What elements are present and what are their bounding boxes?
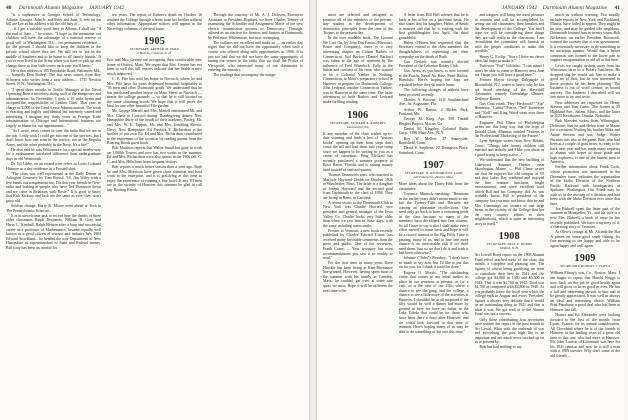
- text-column: [550, 13, 620, 419]
- paragraph: He also said he was Whittemore for a special nearby-way for a midsummer unrelated difference than undergraduate days in old Wentworth.: [6, 147, 101, 161]
- paragraph: Gus Ayres, as you know, is now located at the Pacific Naval Air Base, Pearl Harbor, Honolulu. Here's hoping the Japs are repulsed before they do much harm.: [398, 69, 469, 87]
- paragraph: ten years. The report of Kittner's death on October 16 reached the College through a letter from his brother without other information. Appropriate notices will appear in the Necrology columns of the next issue.: [107, 13, 202, 31]
- paragraph: It is in unwelcome task to record here the deaths of three older classmates Ralph Benjamin, William H. Gray and Harry L. Kimball. Ralph Benton after a long and successful career as a professor of Mathematics, became equally well known as a good citizen of science and industry he's 1904 Edward Strickland... he headed the way Department of New Hampshire as superintendent of State and Federal money. Bill Gray has been an invalid for: [6, 213, 101, 250]
- paragraph: much as without warning. You usually include reports in New York and Rockland, Illinois, have failed to appear. They ought to be sore, and may be guided like neighbors. Dartmouth learned him in twenty years. Bob Nickerson, an earlier President Roosevelt, warned the country that it was government. It is essentially necessary to do something in no uncertain manner. Would that a better consensus was formed to the lower part to support reorganization to aid all at this time.: [550, 13, 620, 63]
- paragraph: If any member of the class wishes up-to-date warning and finds a box of "serious books" opening up their front steps don't come the tell and lead them into your camp since we happen to be writing to you as a cause of consensus. Peng McGrail has recently purchased a summer property at Boca Raton, Florida and is raising money fund instead of seafood quarter.: [323, 131, 393, 172]
- paragraph: Charles A. Browne, 1411 Southeasland Ave., St. Augustine, Fla.: [398, 97, 469, 107]
- paragraph: Lewis we caught rushing away from his Wisconsin farm to a Rotary luncheon. He dropped that he would ask him to make a good set of that, but he was interested in those projects he has been planning. The business is out of vivid contact, as bound anyway. The business I described will set one more to try and write.: [550, 63, 620, 100]
- paragraph: Professor "Fod" Gilchrist: "I can admit I won't be able to come to Hanover next June but I hope you will have a good time.": [474, 64, 545, 78]
- paragraph: "is a sophomore at Georgia School of Technology, Atlanta, Georgia. John Jr. and Peter and Jane, 3, wee on the hill are Lee as his address with the old lady of...: [6, 13, 101, 27]
- text-column: [475, 13, 545, 419]
- paragraph: Art Lewall Bond report on the 1908 Alumni Fund effort reached most of the class this month, a complete and pleasing one. The figures of course being gratifying we went to contribute their best in 1941 and the college got $4,800 in 1940 and $5,500 in 1941. That it was $4,700 in 1942. Total was $4,760 as compared with $4,800 in 1940. As you probably know the fiscal year which the college ends in August and every 'President' figures it always very definite that it would be an outstanding thing in 1941 and that is what it was. We got well in to the Alumni Fund was not a success.: [474, 253, 545, 317]
- paragraph: Daniel M. Kingsley, Colonial Radio Corp., 1280 Main Ave., N. Y.: [398, 126, 469, 136]
- class-year-heading: [550, 253, 620, 268]
- paragraph: In the ever readable book, The Ground We Live On, by John Dos Passos (Harcourt, Brace and Company), there is a very interesting chapter on Citizen Barlow of Connecticut. Joel Barlow (Daniel Barlow) was taken at the age of nineteen by the influence of Fred Wheelock. Fully in the habits and customs of his time, who wanted to be a Colonial Yankee in Nothing, Connecticut, in Moor's preparatory school in Hanover to prepare for Dartmouth College. John Ledyard, another Connecticut Yankee, was in Hanover at the same time. The latter adventures of both Barlow and Ledyard make thrilling reading.: [323, 36, 393, 104]
- right-page: [316, 0, 626, 420]
- paragraph: Thomas Dennison's sons, who married to Marjorie Hayward Dodds on October 1926 at Winchester, Mass. The bride is a daughter of Joseph Hayward and the second grad from Dartmouth in the class of 1938. They are living in Reno, in Carolina.: [323, 173, 393, 200]
- text-column: [399, 13, 469, 419]
- left-page: [0, 0, 310, 420]
- paragraph: He is that address is 105 Brookside Road, Baltimore Md., — formerly Don Bailey'. The last news comes from Roy Schwartz who writes from a new address.... 1735 Newton Street, N.W., Washington, D.C.: [6, 68, 101, 87]
- left-columns: [6, 13, 303, 419]
- paragraph: Bob Marsden writes from Wilmington, Delaware, that he and Helen went to Maine for a vacation. Visiting his brother Mike and Annie Stevens and son, Judge, Walter Furmon was also at the game. Bob, who had been at a couple of grad news, is ready to be back next year and has made many requests of alumni with hopes of more grade and high explorers, is one of the busiest men in America.: [550, 119, 620, 165]
- left-running-header: [6, 5, 303, 13]
- paragraph: Only those contributing four secretaries have written the report in the past month in Art Lewal. What with the outbreak of war and everything the past high life is an important and not much news stocked up on us at present by...: [474, 317, 545, 345]
- left-issue-month: JANUARY 1942: [88, 5, 125, 11]
- paragraph: The following changes of address have been received recently.: [398, 88, 469, 97]
- class-secretary: SECRETARY, PAUL P. BURNS: [486, 242, 533, 247]
- class-secretary-address: 2 Holt St., Concord, N. H.: [137, 51, 172, 56]
- paragraph: Arthur W. Barton, 2 Ricker Park, Portland, Me.: [398, 107, 469, 117]
- paragraph: Mr. George Martell and Mrs. Martell entertained Mr. and Mrs. Chase in Concord during Thanksgiving dinner. New Hampshire thirty of the heads of their academy, Pauley, Mr. and Mrs. W. E. Tappan, Mr. and Mrs. Goulding Brown, Derry, New Hampshire. Ed Fredrick E. Richardson is the brother of our own Ed. Ed and Mrs. Richardson contributed to the enjoyment of the occasion by reading poems from the Roaring Brook guest book.: [107, 109, 202, 146]
- class-year: 1908: [498, 231, 520, 243]
- text-column: [208, 13, 303, 419]
- paragraph: Eric and Mrs. Greene are occupying their comfortable new home at Oxford, Mass. We regret that Mrs. Greene has not been so well this fall, reports indicate that her health is now much improved.: [107, 58, 202, 76]
- paragraph: Torrance Mintock speaking: "Reunions in the earlier years didn't mean much to me, but the Twenty-Fifth and Thirtieth are coming on pleasanter recollections. One need only go back to have a reasoning pride in the class because so many of the members have developed into fine citizens. So all I have to say is that I shall make every effort myself to come back and hope it will be a record turnout at the Big Fifth. Time is passing, many of us, and to lose one more chance is an inexcusable risk if we don't need them. Just so we don't do it and wish it had been otherwise.": [398, 192, 469, 256]
- text-column: [6, 13, 101, 419]
- paragraph: "I spent three months in Traffic Manager at the Naval Operating Base a secretary, doing stuff at the manpower and administration. In November, I took a 10 mile hymn and accepted the responsibility of Leather Chief. That year, in charge of 2,000 in the Lend-Lease Administration. The work is exacting and highly confidential but intensely varied and interesting. I imagine any thirty years in Foreign Trade administration of Chicago and International business too largely to blame for our appointment....": [6, 87, 101, 128]
- paragraph: At Olive's cottage at Mt. Alcinda the Bar A pieces on some good smelt fishing. Its fine meeting to see happy and able to be again happy and well again.: [550, 230, 620, 248]
- class-secretary-address: Milford, N. H.: [500, 246, 519, 251]
- class-secretary: SECRETARY, EDWARD A. ROBERTS: [329, 120, 386, 125]
- paragraph: Guy Coal voted: "Hey! Hesbrook!" "Sip" Hennessy, "Cubby" Pierce, "Ted" Tennessee and "Noll" and King Wood went over there to Hanover.: [474, 101, 545, 120]
- paragraph: George M. King, Apt. 568 Tindall Heights Project, Macon, Ga.: [398, 117, 469, 126]
- paragraph: Roy W. Mellon, 37 Sunnyside, Rentsfield, Conn.: [398, 136, 469, 146]
- paragraph: A recent visitor to the Dartmouth Club in New York was Charlie Howard, vice president and general manager of the Iowa Valley Co. Charlie looks very little older than when we saw him in those days, with the same unfailing warm smile.: [323, 200, 393, 228]
- class-year: 1905: [143, 36, 166, 48]
- class-secretary-address: 140 Federal St., Boston, Mass.: [413, 175, 454, 180]
- paragraph: Engineer Phil Chase of Philadelphia writes me this long way that the trips of Donald Clark Albemus entitled "Fattens in the Professional Marketing of the Future.": [474, 120, 545, 139]
- paragraph: Former Mayor George Dalrymple of Bloomfield, N.J. wants to know why he has not heard anything of the Haverhill classmates, namely Greenhalge Chimes, Deffense Barnes.: [474, 78, 545, 101]
- right-page-number: 41: [614, 5, 620, 11]
- paragraph: ment are selected and designed to promote all of the members of the present-day student in the development of democratic principles from the time of the Trojans to the present day.: [323, 13, 393, 36]
- paragraph: Prosser to Vermont, a new book recently published by Charles Edward Crane, has received many favorable comments from the press and public. One of the reviewers, Frank Crane, ... Your secretary has even recommendations you saw it so readily to read.": [323, 228, 393, 261]
- class-secretary: SECRETARY, ROBERT J. HAYES: [560, 264, 610, 269]
- class-secretary: SECRETARY, H. RICHARDSON LANE: [404, 171, 463, 176]
- class-year-heading: [323, 110, 393, 129]
- paragraph: The readings that accompany the assign-: [213, 73, 277, 78]
- paragraph: William Fibray's son, Co., Boston, Mass. I am happy to report that Harold Briggs is now back on the job in good health again and will grow to be as good as ever. He has a full and interesting pursuit to him and to be greatly appreciated. It was well as always an ideal and interesting choice. William Fred Pettebone a good deal who has been at Hanover last fall.: [550, 271, 620, 312]
- paragraph: Johnnie ("Tubs") Weasboy: "I don't have so much to say now, but I'd like to put this on for you, for I think it could be done.": [398, 256, 469, 270]
- class-year-heading: [399, 160, 469, 179]
- paragraph: Seldom change: Harry R. Moore went ahead at Tech in The Pennsylvania. Scherrer...: [6, 204, 101, 213]
- paragraph: Henry G. Ecclip: "Sorry I have no clever ideas but hope to make it.": [474, 54, 545, 64]
- paragraph: Dr. Ed Libby, on an errand over refers to Louis Coleand Hitmore as a day residence in a Frosted shirt.: [6, 162, 101, 171]
- paragraph: and tongues will bring the most pleasure in reunion and will be accomplished by seeing our old classmates, their families and the development of the College. You and I hope we will be considering these things they are still really in the classroom. I am reconfident the committee will furnish us with the proper conditions to make this possible.": [474, 13, 545, 54]
- paragraph: Helen O'Brien has requested that the Secretary extend to the class members the thoughtfulness of expressing her their sympathy on the death of Ruth.: [398, 40, 469, 59]
- class-year: 1907: [423, 160, 445, 172]
- paragraph: A letter from Bill Bell advises that he is back at his office on a part-time basis. He also states that his daughter, Helen, at Smith is married and that he is visiting with his first granddaughter last April, the third grandchild.: [398, 13, 469, 40]
- right-running-header: [323, 5, 620, 13]
- paragraph: Homer and Ed Alexander were looking forward to the first of the month, from Lyons, France, for its annual consideration. All Cleveland where he is of the friends to Hanover in the leading years of a great old time to this one, who had more at Hanover. Mr. John Lawton of Cincinnati was here for his 1941 reunion and now he is still a man with a 1909 sweater. Why don't some of the old friends ...: [550, 312, 620, 358]
- class-secretary: SECRETARY, ARTHUR M. HALE: [129, 47, 180, 52]
- paragraph: Lyon Sprague writes from New Britain, Conn.: "Things take twenty children still married and nobody and I like you about as a good trying to keep active...": [474, 139, 545, 157]
- paragraph: We understand that the new building of Lakewood Summer Theater near Skowhegan, Maine, — Phil Chase writes me that he enjoyed the old campus at '05 and that Lubet Day weekend and enjoyed the fine reunion luncheon, bright entertainment, and were excellent food which Bill and his Company did. As you probably know, Bill is president of the company but you may not know that he and Mrs. Cummings are owners of one large farms in the vicinity of the College that has the very country affairs to their neighborhood, which is quite an interesting story in itself.": [474, 158, 545, 226]
- class-year-heading: [475, 231, 545, 250]
- paragraph: The outlines are excellent and make us — an earlier day regret that we did not have the opportunity when such a course was offered along with opportunities in 1906. It is just too bad that we did not have the same opportunity of tuning our senses to the radio that we shall the Profor of Viewpoint, who interested many of our classmates to entering the ministry.: [208, 40, 303, 73]
- paragraph: For the first time in many years Dave Hinckle has been living at Kent-Hermanze Inn-granted. However, having spent most of the summer with his family in Camden, Mass., he couldn't get over at some rate spots we miss. Hope it will be different the next time to be.: [323, 261, 393, 293]
- right-columns: [323, 13, 620, 419]
- right-issue-month: JANUARY 1942: [501, 5, 538, 11]
- class-secretary-address: Dartmouth Club: [347, 124, 369, 129]
- paragraph: David S. Stephens, 22 Thompson Place, Stamford, Conn.: [398, 146, 469, 155]
- left-page-number: 40: [6, 5, 12, 11]
- paragraph: C. E. Fife has sold his home in Norwich, where he and Mrs. Fife have for years dispensed bountiful hospitality to '05 men and other Dartmouth grads. We understand that he has purchased another house on Main Street in Norwich — nearer the college grounds — so that he is still located on the same charming brook. We hope that it will prove the land for one other beautiful Fife garden.: [107, 76, 202, 109]
- class-year-heading: [107, 36, 202, 55]
- left-publication-title: Dartmouth Alumni Magazine: [18, 5, 84, 11]
- right-publication-title: Dartmouth Alumni Magazine: [542, 5, 608, 11]
- class-year: 1906: [347, 109, 369, 121]
- paragraph: Joe Bidwell spent the latter part of the summer in Montpelier, Vt., and his wife is a new Mrs. Bidwell, a book of verse he has recently published. We have a mystery of it, a charming story of Vermont.: [550, 206, 620, 230]
- paragraph: Bob Mattison reports that Walter Small has gone to work on 1,000th Towers and now has two works in the summer. Ed and Mrs. Richardson were also quests in the 1906 fall. C. C. and Mrs. Hills have been frequent visitors.: [107, 146, 202, 164]
- paragraph: Gus Gerlach was recently elected President of the Lebanon Rotary Club.: [398, 59, 469, 69]
- paragraph: "As I write, news comes in over the radio that we are in the war. I only wish I could get into one of the services, but I don't know how one wins in the service, nor in the Regular Army, and the other probably in the Navy. It's a life!": [6, 129, 101, 147]
- text-column: [107, 13, 202, 419]
- paragraph: New addresses are requested for Henry Stevens and Tom Carter. The former at 59 Highland Ave., Salem, Mass., and the latter at 3523 Hawthorne, Omaha, Nebraska.: [550, 100, 620, 119]
- paragraph: Further information about Frank Cook, whose promotion was announced in the December issue, indicates the organization of the Idaho Division of the Northern Pacific Railroad with headquarters at Spokane, Washington. Our Frank may be with us in the moving of a division and had been with the Idaho Division ever since that time.: [550, 165, 620, 206]
- paragraph: Eugene O. Morris: "The outstanding virtue that comes to my mind makes its place in our reunions at present, as for a visit, as is the case of our 25th, where a chance to see the gang, and the college, a chance to see a little more of the activities at Hanover. I shouldn't be at all surprised if the fifty would be well a dinner but more by ground in here we have no father in the Lake Toledo that could be for those who have been there a feast after Hanover, and we could look forward to that time of reunion. Here's hoping many of us may be able to do something of the sort this time.": [398, 270, 469, 334]
- text-column: [323, 13, 393, 419]
- paragraph: Bob has had nothing to say.: [479, 345, 523, 350]
- class-year: 1909: [574, 253, 596, 265]
- paragraph: Bob reports a much better season than a year ago. Both he and Mrs. Morrison have given close attention and hard work to the enterprise, and it is gratifying at this time to enjoy the experience of running a fine hotel. If any '05 men are in the vicinity of Hanover this summer be glad to call any Roaring Brook.: [107, 165, 202, 192]
- paragraph: ...if I get a suitable word here in Atlanta, I shall say "if the end of June...." he writes. "I hope in the meantime our children will have the advantage of a national reserve of good will at Washington, D.C., for permanent residence.... for the present I should like to keep the children in the private school where they are. We still see to 'put in the middle of Southern and to be home to all' family friends.' If you've ever lived in the Army when you have to pick up and change three or four little towns each year you'll know.": [6, 27, 101, 68]
- paragraph: More ideas about the Thirty-Fifth from the classmates:: [398, 182, 469, 191]
- paragraph: "The class was well represented at the Dally Dinner at Arlington Cemetery by Tom Bristol, '18, Jim Wiley with a few hands out complement too. Dis this year friends in New-radio and leaking at people who have Ted Dinsmore down and we came in Relations with Rosie." It is good to know that Kirk Kirksay and Jack are the same as ever, they won't grow old.: [6, 171, 101, 204]
- paragraph: Through the courtesy of Mr. A. J. Dickson, Executive Assistant to President Hopkins, we have Charles Tenney of examining the Schindler and Assignment Marie of the new electric transmission process of Democracy. Through, offered as an elective for Seniors and Juniors at Dartmouth, by Professor Whittemore, but now revamping.: [208, 13, 303, 40]
